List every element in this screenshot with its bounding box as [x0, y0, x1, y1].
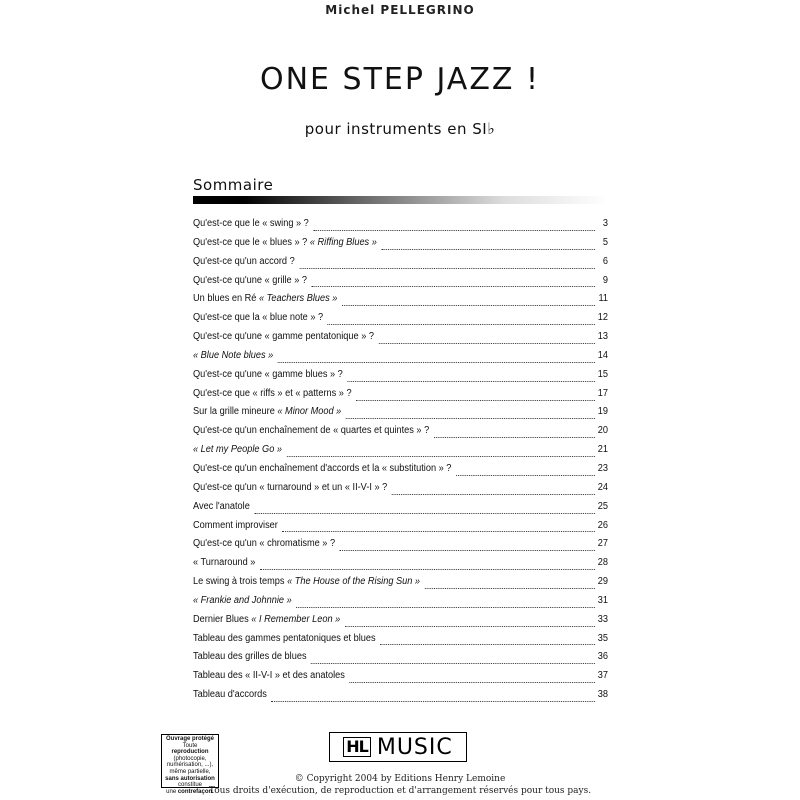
- toc-entry-title: [193, 651, 307, 662]
- toc-entry-song-title: « Teachers Blues »: [258, 293, 338, 305]
- toc-entry-song-title: « Riffing Blues »: [309, 236, 377, 248]
- toc-entry: [193, 576, 608, 595]
- toc-entry-title: [193, 482, 387, 493]
- toc-entry: [193, 463, 608, 482]
- toc-entry-title: [193, 218, 309, 229]
- toc-entry-text: Qu'est-ce qu'une « gamme pentatonique » ?: [193, 331, 374, 343]
- copyright-line2: Tous droits d'exécution, de reproduction et d'arrangement réservés pour tous pays.: [208, 786, 592, 796]
- toc-entry-title: [193, 312, 323, 323]
- toc-page-number: 29: [597, 576, 609, 588]
- protect-line4: numérisation, ...),: [166, 762, 214, 769]
- toc-entry-text: Qu'est-ce qu'un enchaînement de « quartes et quintes » ?: [193, 425, 430, 437]
- dot-leader: [340, 550, 595, 551]
- toc-entry-song-title: « I Remember Leon »: [251, 613, 341, 625]
- book-subtitle: [0, 119, 800, 138]
- dot-leader: [328, 324, 595, 325]
- toc-entry: [193, 557, 608, 576]
- toc-page-number: 19: [597, 406, 609, 418]
- toc-entry-text: « Turnaround »: [193, 557, 256, 569]
- toc-entry-title: [193, 501, 250, 512]
- toc-page-number: 20: [597, 425, 609, 437]
- protect-line8b: contrefaçon.: [177, 788, 214, 795]
- toc-entry-text: Sur la grille mineure: [193, 406, 278, 418]
- dot-leader: [254, 513, 595, 514]
- toc-entry-text: Qu'est-ce qu'un « turnaround » et un « II-V-I » ?: [193, 481, 388, 493]
- toc-entry-text: Le swing à trois temps: [193, 576, 288, 588]
- protect-line8a: une: [166, 788, 178, 795]
- toc-entry-title: [193, 237, 377, 248]
- toc-entry: [193, 350, 608, 369]
- toc-entry: [193, 520, 608, 539]
- protect-line2b: reproduction: [171, 749, 209, 756]
- toc-entry-text: Qu'est-ce qu'une « gamme blues » ?: [193, 368, 343, 380]
- toc-entry: [193, 425, 608, 444]
- toc-entry-title: [193, 576, 420, 587]
- dot-leader: [278, 362, 595, 363]
- dot-leader: [299, 268, 595, 269]
- copyright-line1: © Copyright 2004 by Editions Henry Lemoine: [294, 774, 506, 784]
- toc-page-number: 3: [602, 218, 609, 229]
- toc-entry: [193, 444, 608, 463]
- toc-entry-title: [193, 444, 282, 455]
- logo-music: MUSIC: [376, 734, 453, 760]
- toc-entry: [193, 237, 608, 256]
- toc-page-number: 37: [597, 670, 609, 682]
- toc-entry: [193, 388, 608, 407]
- toc-page-number: 13: [597, 331, 609, 343]
- toc-page-number: 23: [597, 462, 609, 474]
- toc-entry-text: Qu'est-ce que la « blue note » ?: [193, 312, 324, 324]
- toc-entry: [193, 256, 608, 275]
- book-title: ONE STEP JAZZ !: [259, 62, 540, 97]
- dot-leader: [313, 230, 595, 231]
- toc-entry: [193, 595, 608, 614]
- dot-leader: [425, 588, 595, 589]
- protect-line2a: Toute: [182, 742, 198, 749]
- protect-line3: (photocopie,: [173, 755, 207, 762]
- toc-entry-title: [193, 520, 278, 531]
- toc-page-number: 12: [597, 312, 609, 324]
- toc-page-number: 36: [597, 651, 609, 663]
- toc-page-number: 5: [602, 236, 609, 248]
- dot-leader: [381, 249, 595, 250]
- toc-entry-title: [193, 614, 340, 625]
- toc-page-number: 33: [597, 613, 609, 625]
- toc-entry: [193, 406, 608, 425]
- toc-entry: [193, 633, 608, 652]
- dot-leader: [271, 701, 595, 702]
- toc-page-number: 21: [597, 444, 609, 456]
- toc-entry-text: Tableau des « II-V-I » et des anatoles: [193, 670, 345, 682]
- dot-leader: [287, 456, 596, 457]
- subtitle-text: pour instruments en SI: [304, 120, 488, 138]
- toc-entry: [193, 651, 608, 670]
- toc-entry-text: Dernier Blues: [193, 613, 252, 625]
- dot-leader: [311, 663, 595, 664]
- toc-entry-text: Qu'est-ce qu'un accord ?: [193, 255, 295, 267]
- toc-entry-song-title: « Let my People Go »: [193, 444, 282, 456]
- toc-entry-title: [193, 538, 335, 549]
- dot-leader: [347, 381, 595, 382]
- protect-line6: sans autorisation: [165, 775, 215, 782]
- toc-entry-title: [193, 256, 295, 267]
- toc-page-number: 6: [602, 255, 609, 267]
- toc-entry-text: Qu'est-ce qu'un « chromatisme » ?: [193, 538, 336, 550]
- dot-leader: [350, 682, 596, 683]
- toc-page-number: 28: [597, 557, 609, 569]
- toc-entry: [193, 689, 608, 708]
- toc-entry-song-title: « Blue Note blues »: [193, 349, 274, 361]
- toc-entry-title: [193, 670, 345, 681]
- dot-leader: [380, 644, 595, 645]
- toc-entry-text: Qu'est-ce qu'une « grille » ?: [193, 274, 307, 286]
- toc-page-number: 24: [597, 481, 609, 493]
- toc-entry-title: [193, 425, 429, 436]
- toc-page-number: 35: [597, 632, 609, 644]
- toc-page-number: 14: [597, 349, 609, 361]
- heading-gradient-bar: [193, 196, 608, 204]
- dot-leader: [312, 286, 596, 287]
- toc-entry-text: Qu'est-ce que « riffs » et « patterns » ?: [193, 387, 352, 399]
- protect-line7: constitue: [177, 782, 202, 789]
- sommaire-heading: Sommaire: [193, 176, 274, 194]
- flat-sign: ♭: [487, 119, 496, 138]
- toc-entry: [193, 369, 608, 388]
- toc-entry: [193, 312, 608, 331]
- toc-entry-title: [193, 406, 341, 417]
- dot-leader: [434, 437, 595, 438]
- protect-line1: Ouvrage protégé: [165, 736, 214, 742]
- toc-entry-title: [193, 633, 376, 644]
- hl-music-logo: [329, 732, 467, 762]
- toc-entry-song-title: « Frankie and Johnnie »: [193, 594, 292, 606]
- toc-entry-text: Comment improviser: [193, 519, 278, 531]
- toc-entry: [193, 275, 608, 294]
- dot-leader: [282, 531, 595, 532]
- toc-entry-text: Tableau d'accords: [193, 689, 267, 701]
- dot-leader: [379, 343, 596, 344]
- toc-entry: [193, 614, 608, 633]
- toc-entry-title: [193, 350, 273, 361]
- toc-page-number: 11: [598, 293, 609, 305]
- toc-entry-text: Avec l'anatole: [193, 500, 250, 512]
- toc-entry: [193, 293, 608, 312]
- toc-entry-title: [193, 275, 307, 286]
- toc-entry-text: Qu'est-ce qu'un enchaînement d'accords et la « substitution » ?: [193, 462, 452, 474]
- dot-leader: [346, 418, 595, 419]
- dot-leader: [345, 626, 595, 627]
- toc-page-number: 38: [597, 689, 609, 701]
- toc-entry-text: Tableau des grilles de blues: [193, 651, 307, 663]
- toc-entry-title: [193, 369, 343, 380]
- toc-entry-text: Qu'est-ce que le « swing » ?: [193, 218, 309, 229]
- dot-leader: [342, 305, 595, 306]
- toc-page-number: 27: [597, 538, 609, 550]
- toc-entry-text: Un blues en Ré: [193, 293, 259, 305]
- toc-entry: [193, 670, 608, 689]
- toc-page-number: 15: [597, 368, 609, 380]
- toc-entry: [193, 482, 608, 501]
- table-of-contents: [193, 218, 608, 708]
- dot-leader: [296, 607, 595, 608]
- dot-leader: [356, 400, 595, 401]
- toc-entry-title: [193, 388, 352, 399]
- toc-entry-title: [193, 293, 337, 304]
- toc-entry: [193, 538, 608, 557]
- toc-entry: [193, 331, 608, 350]
- dot-leader: [392, 494, 595, 495]
- toc-page-number: 25: [597, 500, 609, 512]
- dot-leader: [260, 569, 595, 570]
- toc-page-number: 9: [602, 274, 609, 286]
- toc-entry: [193, 501, 608, 520]
- toc-entry-title: [193, 689, 267, 700]
- dot-leader: [456, 475, 595, 476]
- toc-entry-title: [193, 557, 255, 568]
- toc-page-number: 31: [597, 594, 609, 606]
- toc-entry: [193, 218, 608, 237]
- toc-entry-text: Qu'est-ce que le « blues » ?: [193, 236, 310, 248]
- toc-entry-song-title: « Minor Mood »: [277, 406, 342, 418]
- toc-page-number: 26: [597, 519, 609, 531]
- toc-page-number: 17: [597, 387, 609, 399]
- toc-entry-song-title: « The House of the Rising Sun »: [287, 576, 421, 588]
- toc-entry-title: [193, 463, 451, 474]
- toc-entry-title: [193, 595, 292, 606]
- toc-entry-text: Tableau des gammes pentatoniques et blues: [193, 632, 376, 644]
- logo-hl: HL: [343, 737, 371, 757]
- author-name: Michel PELLEGRINO: [325, 3, 475, 17]
- protect-line5: même partielle,: [169, 768, 211, 775]
- toc-entry-title: [193, 331, 374, 342]
- copyright-notice: [0, 773, 800, 797]
